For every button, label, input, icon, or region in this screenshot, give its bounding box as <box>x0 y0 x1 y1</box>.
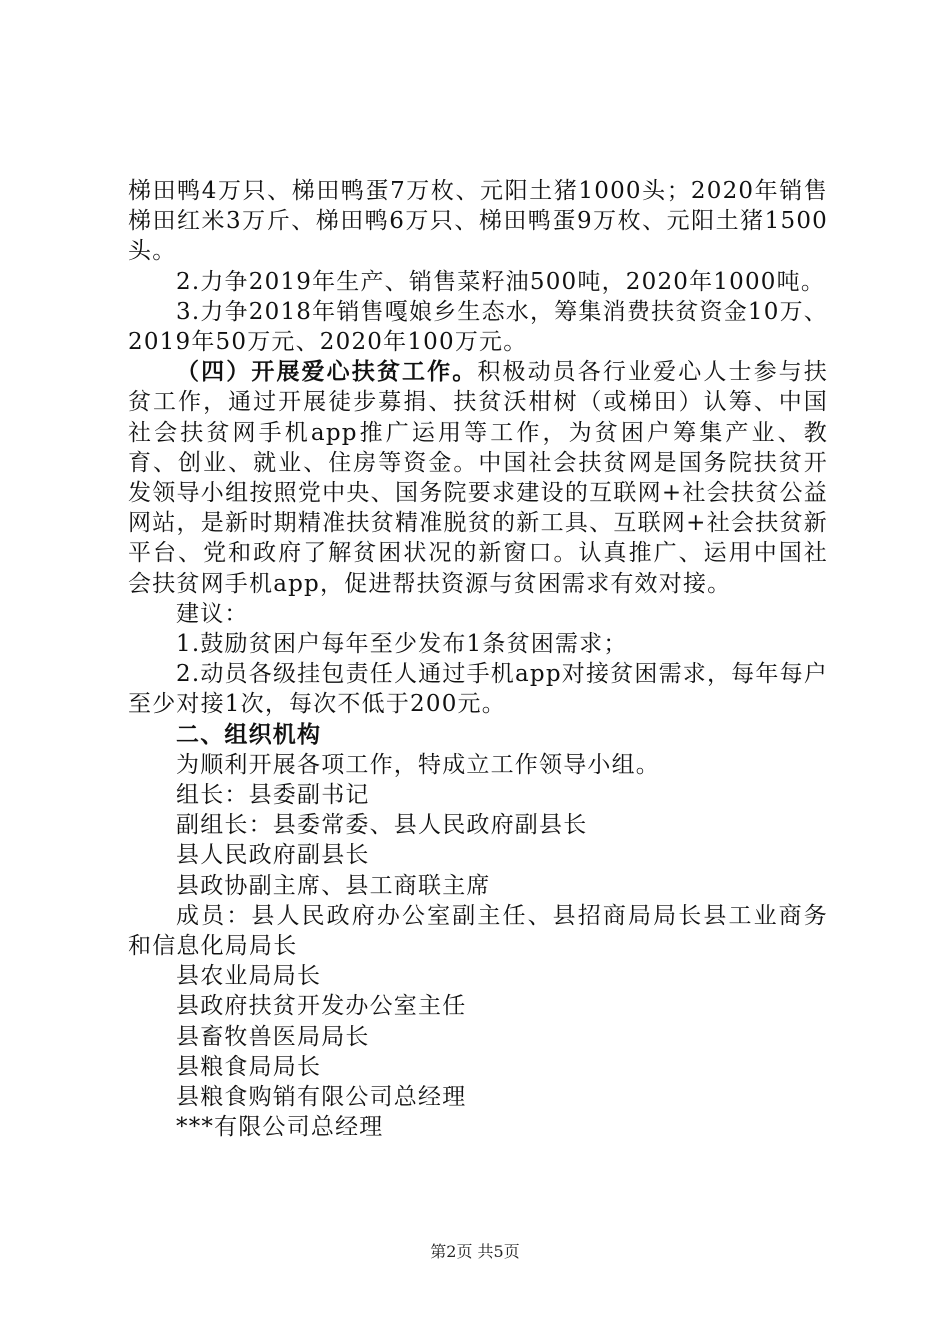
section-subheading-four: （四）开展爱心扶贫工作。 <box>176 358 478 386</box>
paragraph-grain-bureau: 县粮食局局长 <box>176 1053 322 1080</box>
paragraph-deputy-leader: 副组长：县委常委、县人民政府副县长 <box>176 812 588 839</box>
paragraph-charity-poverty-relief <box>128 357 828 599</box>
paragraph-suggestions-label: 建议： <box>176 600 249 627</box>
paragraph-suggestion-one: 1.鼓励贫困户每年至少发布1条贫困需求； <box>176 631 628 658</box>
paragraph-group-leader: 组长：县委副书记 <box>176 782 370 809</box>
paragraph-continued-sales-targets: 梯田鸭4万只、梯田鸭蛋7万枚、元阳土猪1000头；2020年销售梯田红米3万斤、梯田鸭6万只、梯田鸭蛋9万枚、元阳土猪1500头。 <box>128 178 828 265</box>
paragraph-suggestion-two: 2.动员各级挂包责任人通过手机app对接贫困需求，每年每户至少对接1次，每次不低于200元。 <box>128 661 828 718</box>
paragraph-deputy-county-head: 县人民政府副县长 <box>176 842 370 869</box>
paragraph-rapeseed-oil-target: 2.力争2019年生产、销售菜籽油500吨，2020年1000吨。 <box>176 268 826 295</box>
paragraph-cppcc-vice-chair: 县政协副主席、县工商联主席 <box>176 872 491 899</box>
page-footer <box>0 1242 950 1262</box>
section-heading-organization: 二、组织机构 <box>176 720 322 748</box>
paragraph-limited-company: ***有限公司总经理 <box>176 1114 384 1141</box>
paragraph-grain-company: 县粮食购销有限公司总经理 <box>176 1084 467 1111</box>
paragraph-leading-group-intro: 为顺利开展各项工作，特成立工作领导小组。 <box>176 751 660 778</box>
document-body <box>128 176 828 1143</box>
charity-body-text: 积极动员各行业爱心人士参与扶贫工作，通过开展徒步募捐、扶贫沃柑树（或梯田）认筹、中国社会扶贫网手机app推广运用等工作，为贫困户筹集产业、教育、创业、就业、住房等资金。中国社会扶贫网是国务院扶贫开发领导小组按照党中央、国务院要求建设的互联网+社会扶贫公益网站，是新时期精准扶贫精准脱贫的新工具、互联网+社会扶贫新平台、党和政府了解贫困状况的新窗口。认真推广、运用中国社会扶贫网手机app，促进帮扶资源与贫困需求有效对接。 <box>128 359 828 597</box>
paragraph-veterinary-bureau: 县畜牧兽医局局长 <box>176 1023 370 1050</box>
page-number-label: 第2页 共5页 <box>430 1242 520 1261</box>
paragraph-water-sales-target: 3.力争2018年销售嘎娘乡生态水，筹集消费扶贫资金10万、2019年50万元、2020年100万元。 <box>128 298 828 356</box>
paragraph-agriculture-bureau: 县农业局局长 <box>176 963 322 990</box>
paragraph-poverty-office: 县政府扶贫开发办公室主任 <box>176 993 467 1020</box>
paragraph-members: 成员：县人民政府办公室副主任、县招商局局长县工业商务和信息化局局长 <box>128 902 828 960</box>
